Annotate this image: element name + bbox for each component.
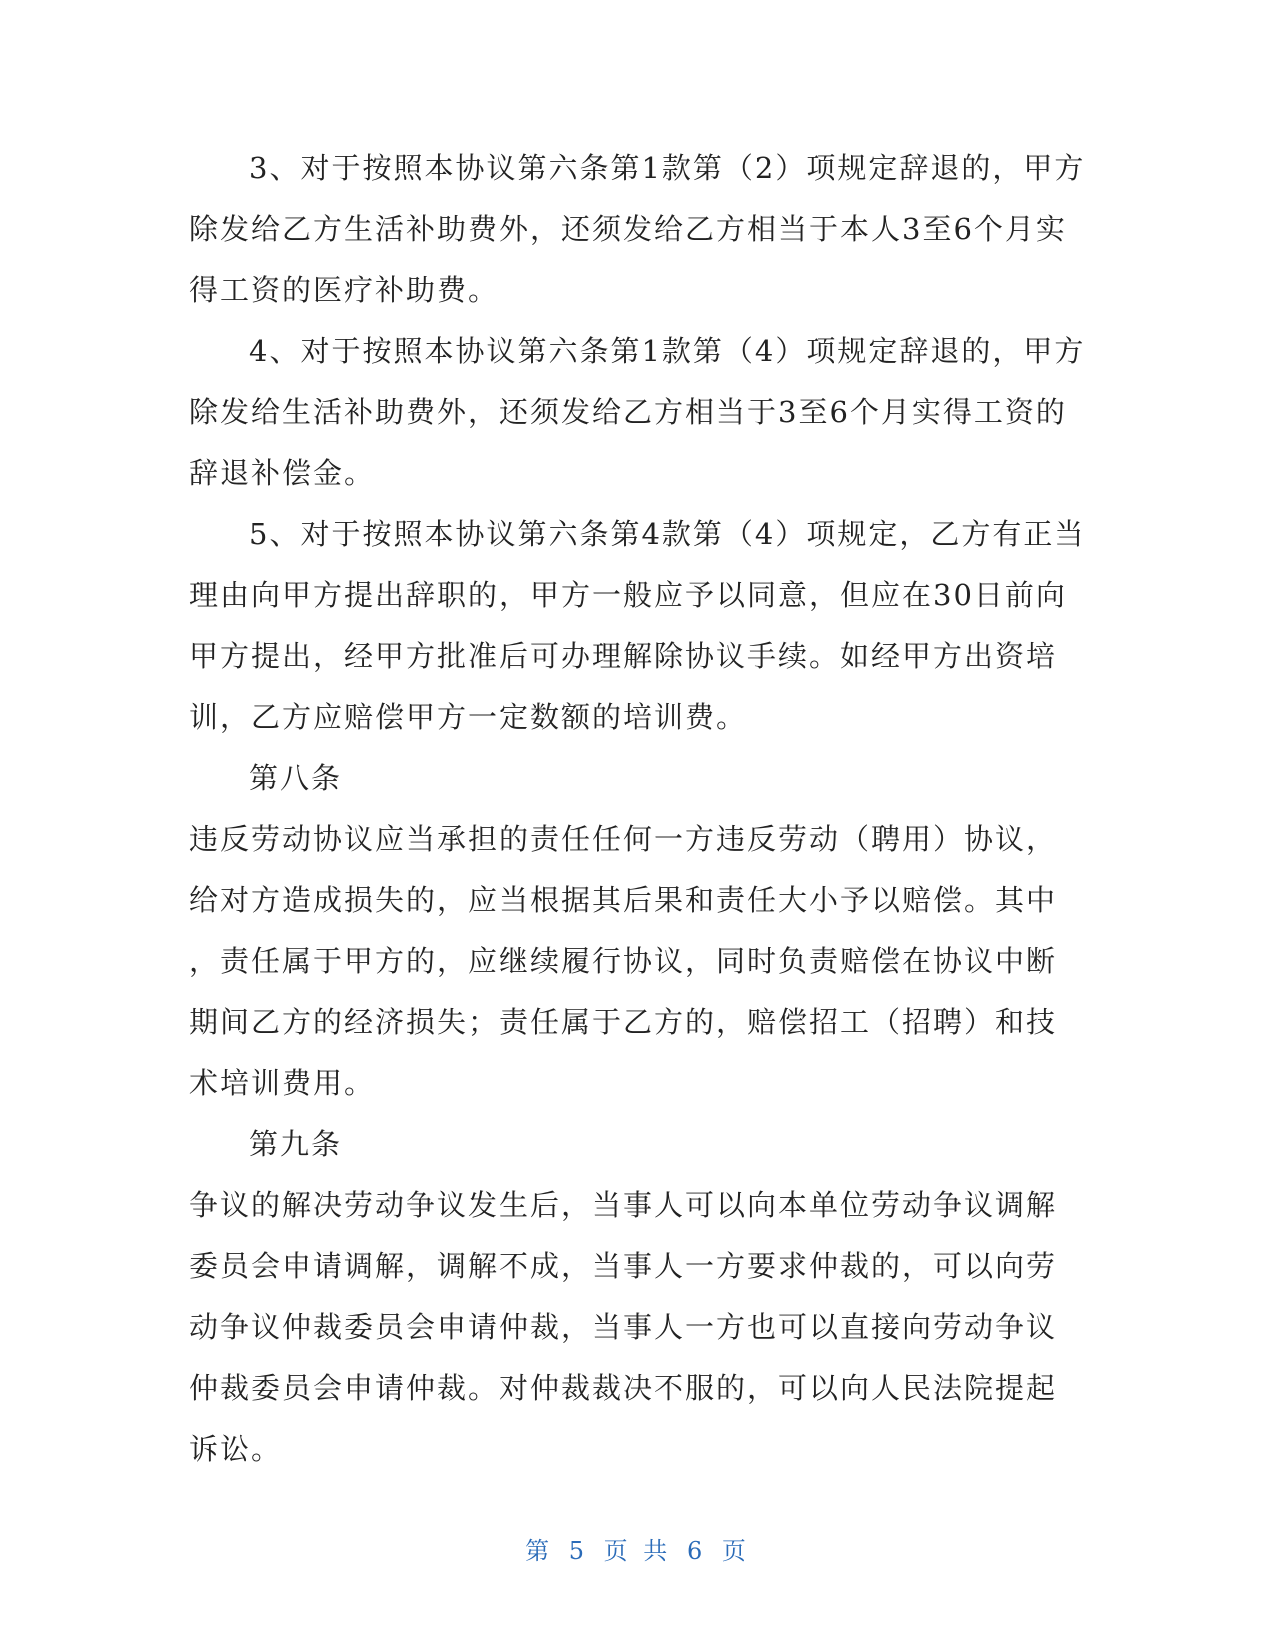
clause-3-paragraph <box>189 138 1086 321</box>
document-body <box>189 138 1086 1480</box>
text-line: 3、对于按照本协议第六条第1款第（2）项规定辞退的，甲方 <box>249 151 1086 185</box>
text-line: 委员会申请调解，调解不成，当事人一方要求仲裁的，可以向劳 <box>189 1249 1058 1283</box>
text-line: 训，乙方应赔偿甲方一定数额的培训费。 <box>189 700 748 734</box>
page-footer <box>0 1531 1275 1566</box>
text-line: 争议的解决劳动争议发生后，当事人可以向本单位劳动争议调解 <box>189 1188 1058 1222</box>
text-line: 5、对于按照本协议第六条第4款第（4）项规定，乙方有正当 <box>249 517 1086 551</box>
clause-4-paragraph <box>189 321 1086 504</box>
article-8-body <box>189 809 1069 1114</box>
current-page-number: 5 <box>568 1537 589 1565</box>
text-line: 期间乙方的经济损失；责任属于乙方的，赔偿招工（招聘）和技 <box>189 1005 1058 1039</box>
text-line: 得工资的医疗补助费。 <box>189 273 500 307</box>
text-line: 辞退补偿金。 <box>189 456 376 490</box>
text-line: 诉讼。 <box>189 1432 283 1466</box>
article-9-body <box>189 1175 1069 1480</box>
article-8-heading: 第八条 <box>249 761 343 795</box>
footer-suffix: 页 <box>721 1537 750 1565</box>
text-line: 动争议仲裁委员会申请仲裁，当事人一方也可以直接向劳动争议 <box>189 1310 1058 1344</box>
text-line: 甲方提出，经甲方批准后可办理解除协议手续。如经甲方出资培 <box>189 639 1058 673</box>
text-line: 理由向甲方提出辞职的，甲方一般应予以同意，但应在30日前向 <box>189 578 1067 612</box>
text-line: 违反劳动协议应当承担的责任任何一方违反劳动（聘用）协议， <box>189 822 1058 856</box>
footer-middle: 页 共 <box>603 1537 672 1565</box>
text-line: 术培训费用。 <box>189 1066 376 1100</box>
article-9-heading: 第九条 <box>249 1127 343 1161</box>
text-line: 给对方造成损失的，应当根据其后果和责任大小予以赔偿。其中 <box>189 883 1058 917</box>
text-line: 除发给生活补助费外，还须发给乙方相当于3至6个月实得工资的 <box>189 395 1067 429</box>
text-line: ，责任属于甲方的，应继续履行协议，同时负责赔偿在协议中断 <box>189 944 1058 978</box>
total-pages-number: 6 <box>686 1537 707 1565</box>
footer-prefix: 第 <box>525 1537 554 1565</box>
text-line: 除发给乙方生活补助费外，还须发给乙方相当于本人3至6个月实 <box>189 212 1067 246</box>
text-line: 仲裁委员会申请仲裁。对仲裁裁决不服的，可以向人民法院提起 <box>189 1371 1058 1405</box>
text-line: 4、对于按照本协议第六条第1款第（4）项规定辞退的，甲方 <box>249 334 1086 368</box>
clause-5-paragraph <box>189 504 1086 748</box>
